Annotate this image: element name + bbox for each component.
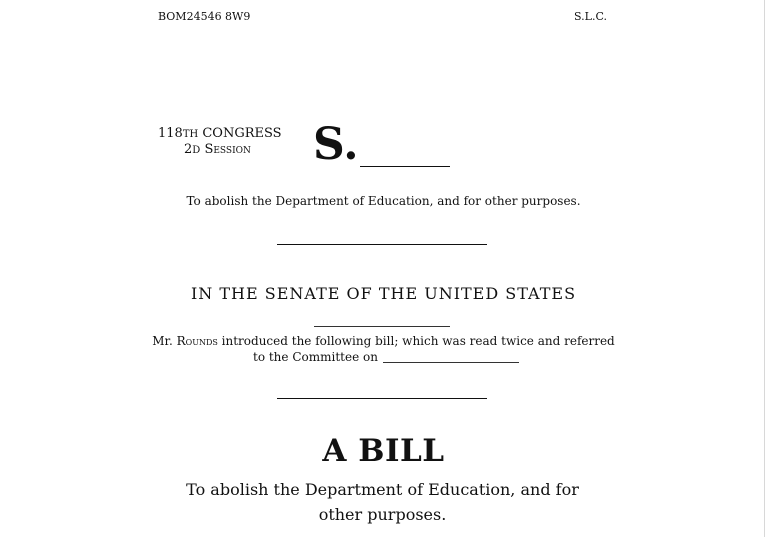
congress-session-block [158, 126, 288, 158]
bill-number-blank [360, 166, 450, 167]
chamber-heading: IN THE SENATE OF THE UNITED STATES [190, 284, 577, 303]
introduction-line-2 [253, 350, 519, 364]
slc-mark: S.L.C. [574, 10, 607, 23]
bill-number-prefix: S. [313, 119, 359, 170]
session-suffix: D [192, 145, 201, 156]
session-line [158, 142, 288, 158]
introduction-line-1 [0, 334, 767, 348]
session-number: 2 [184, 142, 193, 157]
bill-purpose-long: To abolish the Department of Education, and for other purposes. [186, 480, 579, 524]
congress-line [158, 126, 288, 142]
divider-rule-short [314, 326, 450, 327]
bill-purpose-short: To abolish the Department of Education, and for other purposes. [186, 194, 581, 208]
committee-text: to the Committee on [253, 350, 378, 364]
divider-rule-bottom [277, 398, 487, 399]
introduction-text: introduced the following bill; which was read twice and referred [221, 334, 615, 348]
session-label: Session [204, 142, 251, 157]
committee-blank [383, 362, 519, 363]
document-id: BOM24546 8W9 [158, 10, 251, 23]
bill-heading: A BILL [322, 433, 445, 469]
sponsor-title: Mr. [152, 334, 173, 348]
congress-suffix: TH [182, 129, 199, 140]
divider-rule-top [277, 244, 487, 245]
congress-number: 118 [158, 126, 183, 141]
congress-label: CONGRESS [202, 126, 282, 141]
sponsor-name: Rounds [176, 334, 218, 348]
